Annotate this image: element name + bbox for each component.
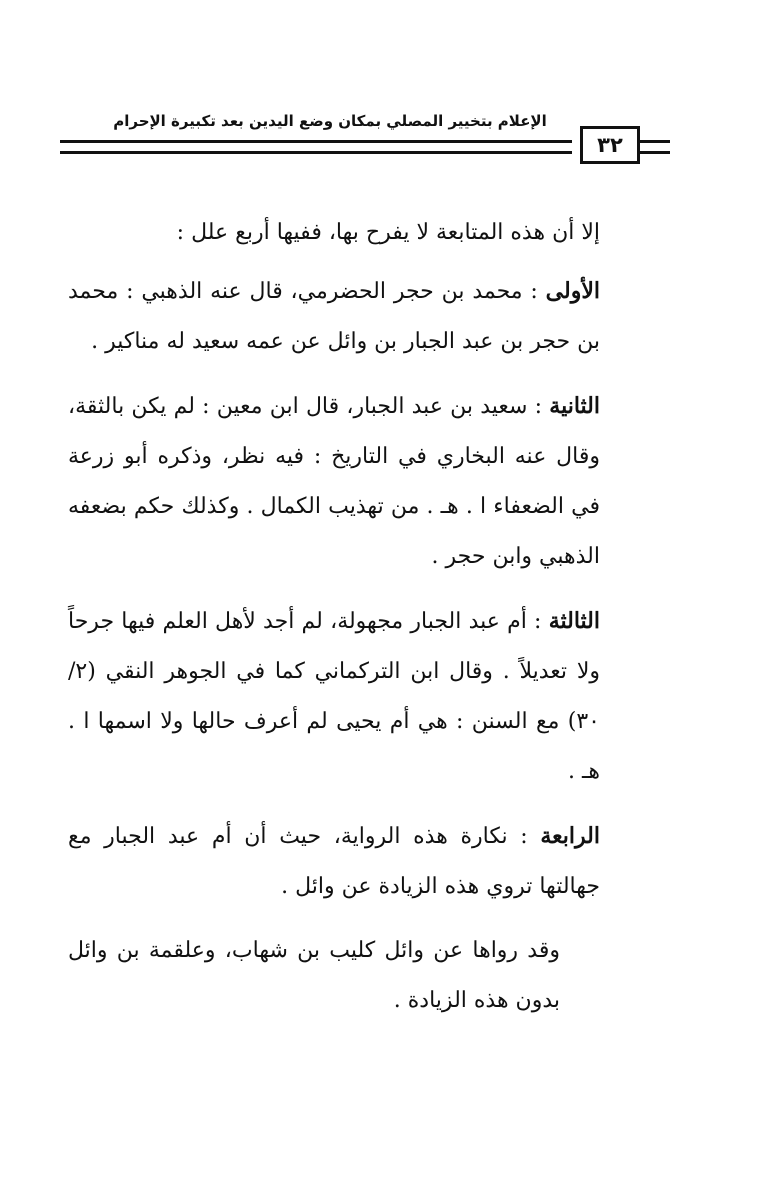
header-double-rule	[60, 140, 572, 154]
cause-heading: الثالثة	[548, 608, 600, 634]
cause-paragraph-first	[68, 266, 600, 367]
page-header	[60, 112, 670, 172]
cause-heading: الأولى	[545, 278, 600, 304]
running-title: الإعلام بتخيير المصلي بمكان وضع اليدين بعد تكبيرة الإحرام	[113, 112, 547, 130]
cause-paragraph-fourth	[68, 811, 600, 912]
intro-paragraph: إلا أن هذه المتابعة لا يفرح بها، ففيها أربع علل :	[176, 220, 600, 245]
header-double-rule-short	[640, 140, 670, 154]
cause-paragraph-second	[68, 381, 600, 582]
cause-heading: الثانية	[549, 393, 600, 419]
cause-heading: الرابعة	[540, 823, 600, 849]
cause-text: : نكارة هذه الرواية، حيث أن أم عبد الجبار مع جهالتها تروي هذه الزيادة عن وائل .	[68, 824, 600, 899]
cause-text: : محمد بن حجر الحضرمي، قال عنه الذهبي : محمد بن حجر بن عبد الجبار بن وائل عن عمه سعيد له مناكير .	[68, 279, 600, 354]
cause-text: : أم عبد الجبار مجهولة، لم أجد لأهل العلم فيها جرحاً ولا تعديلاً . وقال ابن التركماني كما في الجوهر النقي (٢/ ٣٠) مع السنن : هي أم يحيى لم أعرف حالها ولا اسمها ا . هـ .	[68, 609, 600, 784]
cause-text: : سعيد بن عبد الجبار، قال ابن معين : لم يكن بالثقة، وقال عنه البخاري في التاريخ : فيه نظر، وذكره أبو زرعة في الضعفاء ا . هـ . من تهذيب الكمال . وكذلك حكم بضعفه الذهبي وابن حجر .	[68, 394, 600, 569]
cause-paragraph-third	[68, 596, 600, 797]
page-number: ٣٢	[580, 126, 640, 164]
closing-paragraph: وقد رواها عن وائل كليب بن شهاب، وعلقمة بن وائل بدون هذه الزيادة .	[68, 938, 560, 1013]
page-body	[68, 208, 600, 1026]
